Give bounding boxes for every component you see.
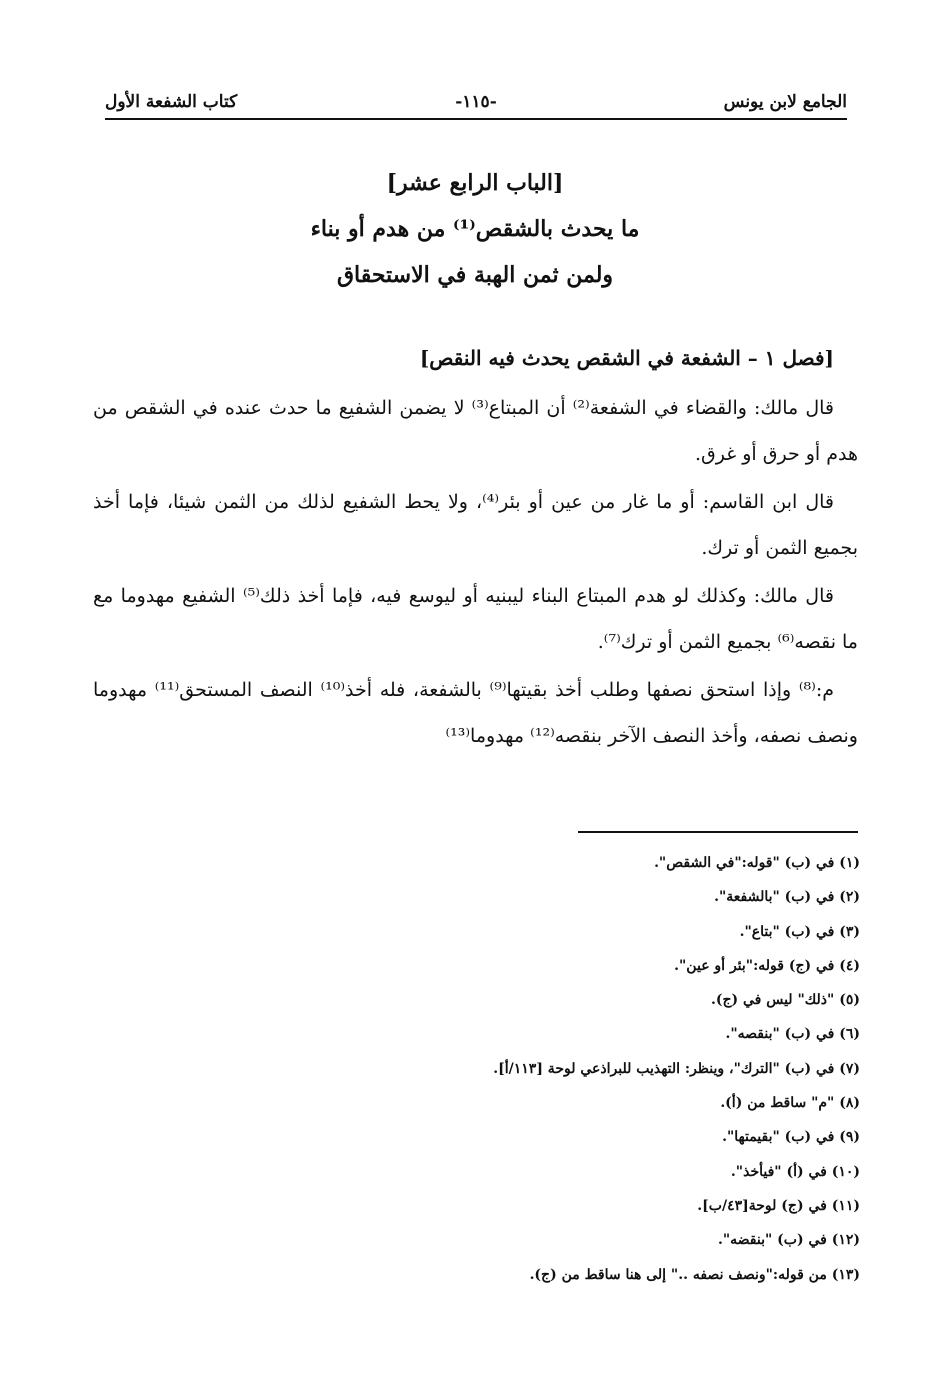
footnote-13: (١٣) من قوله:"ونصف نصفه .." إلى هنا ساقط من (ج). bbox=[529, 1266, 860, 1283]
paragraph-1: قال مالك: والقضاء في الشفعة⁽²⁾ أن المبتاع⁽³⁾ لا يضمن الشفيع ما حدث عنده في الشقص من هدم أو حرق أو غرق. bbox=[93, 397, 858, 465]
footnote-1: (١) في (ب) "قوله:"في الشقص". bbox=[654, 855, 860, 871]
footnote-4: (٤) في (ج) قوله:"بئر أو عين". bbox=[674, 957, 860, 974]
footnote-3: (٣) في (ب) "بتاع". bbox=[739, 923, 860, 940]
chapter-number-title: [الباب الرابع عشر] bbox=[386, 170, 564, 196]
footnote-10: (١٠) في (أ) "فيأخذ". bbox=[730, 1163, 860, 1180]
page-number: -١١٥- bbox=[455, 92, 497, 112]
running-header bbox=[105, 88, 847, 120]
chapter-subtitle-2: ولمن ثمن الهبة في الاستحقاق bbox=[336, 262, 614, 288]
footnote-9: (٩) في (ب) "بقيمتها". bbox=[722, 1129, 860, 1146]
paragraph-4: م:⁽⁸⁾ وإذا استحق نصفها وطلب أخذ بقيتها⁽⁹⁾ بالشفعة، فله أخذ⁽¹⁰⁾ النصف المستحق⁽¹¹⁾ مهدوما ونصف نصفه، وأخذ النصف الآخر بنقصه⁽¹²⁾ مهدوما⁽¹³⁾ bbox=[93, 679, 858, 747]
chapter-heading bbox=[100, 160, 850, 298]
footnote-6: (٦) في (ب) "بنقصه". bbox=[725, 1026, 860, 1043]
footnote-7: (٧) في (ب) "الترك"، وينظر: التهذيب للبراذعي لوحة [١١٣/أ]. bbox=[493, 1060, 860, 1077]
chapter-subtitle-1: ما يحدث بالشقص⁽¹⁾ من هدم أو بناء bbox=[310, 216, 640, 242]
paragraph-2: قال ابن القاسم: أو ما غار من عين أو بئر⁽⁴⁾، ولا يحط الشفيع لذلك من الثمن شيئا، فإما أخذ بجميع الثمن أو ترك. bbox=[93, 491, 858, 559]
footnote-12: (١٢) في (ب) "بنقضه". bbox=[717, 1232, 860, 1249]
footnote-separator bbox=[578, 831, 858, 833]
header-book-title: الجامع لابن يونس bbox=[723, 92, 847, 112]
footnotes bbox=[300, 846, 860, 1292]
paragraph-3: قال مالك: وكذلك لو هدم المبتاع البناء ليبنيه أو ليوسع فيه، فإما أخذ ذلك⁽⁵⁾ الشفيع مهدوما مع ما نقصه⁽⁶⁾ بجميع الثمن أو ترك⁽⁷⁾. bbox=[93, 585, 858, 653]
header-chapter-title: كتاب الشفعة الأول bbox=[105, 92, 238, 112]
footnote-5: (٥) "ذلك" ليس في (ج). bbox=[710, 992, 860, 1009]
main-text bbox=[93, 335, 858, 761]
footnote-2: (٢) في (ب) "بالشفعة". bbox=[714, 889, 860, 906]
footnote-11: (١١) في (ج) لوحة[٤٣/ب]. bbox=[697, 1197, 860, 1214]
footnote-8: (٨) "م" ساقط من (أ). bbox=[720, 1095, 860, 1112]
section-heading: [فصل ١ – الشفعة في الشقص يحدث فيه النقص] bbox=[419, 346, 834, 370]
